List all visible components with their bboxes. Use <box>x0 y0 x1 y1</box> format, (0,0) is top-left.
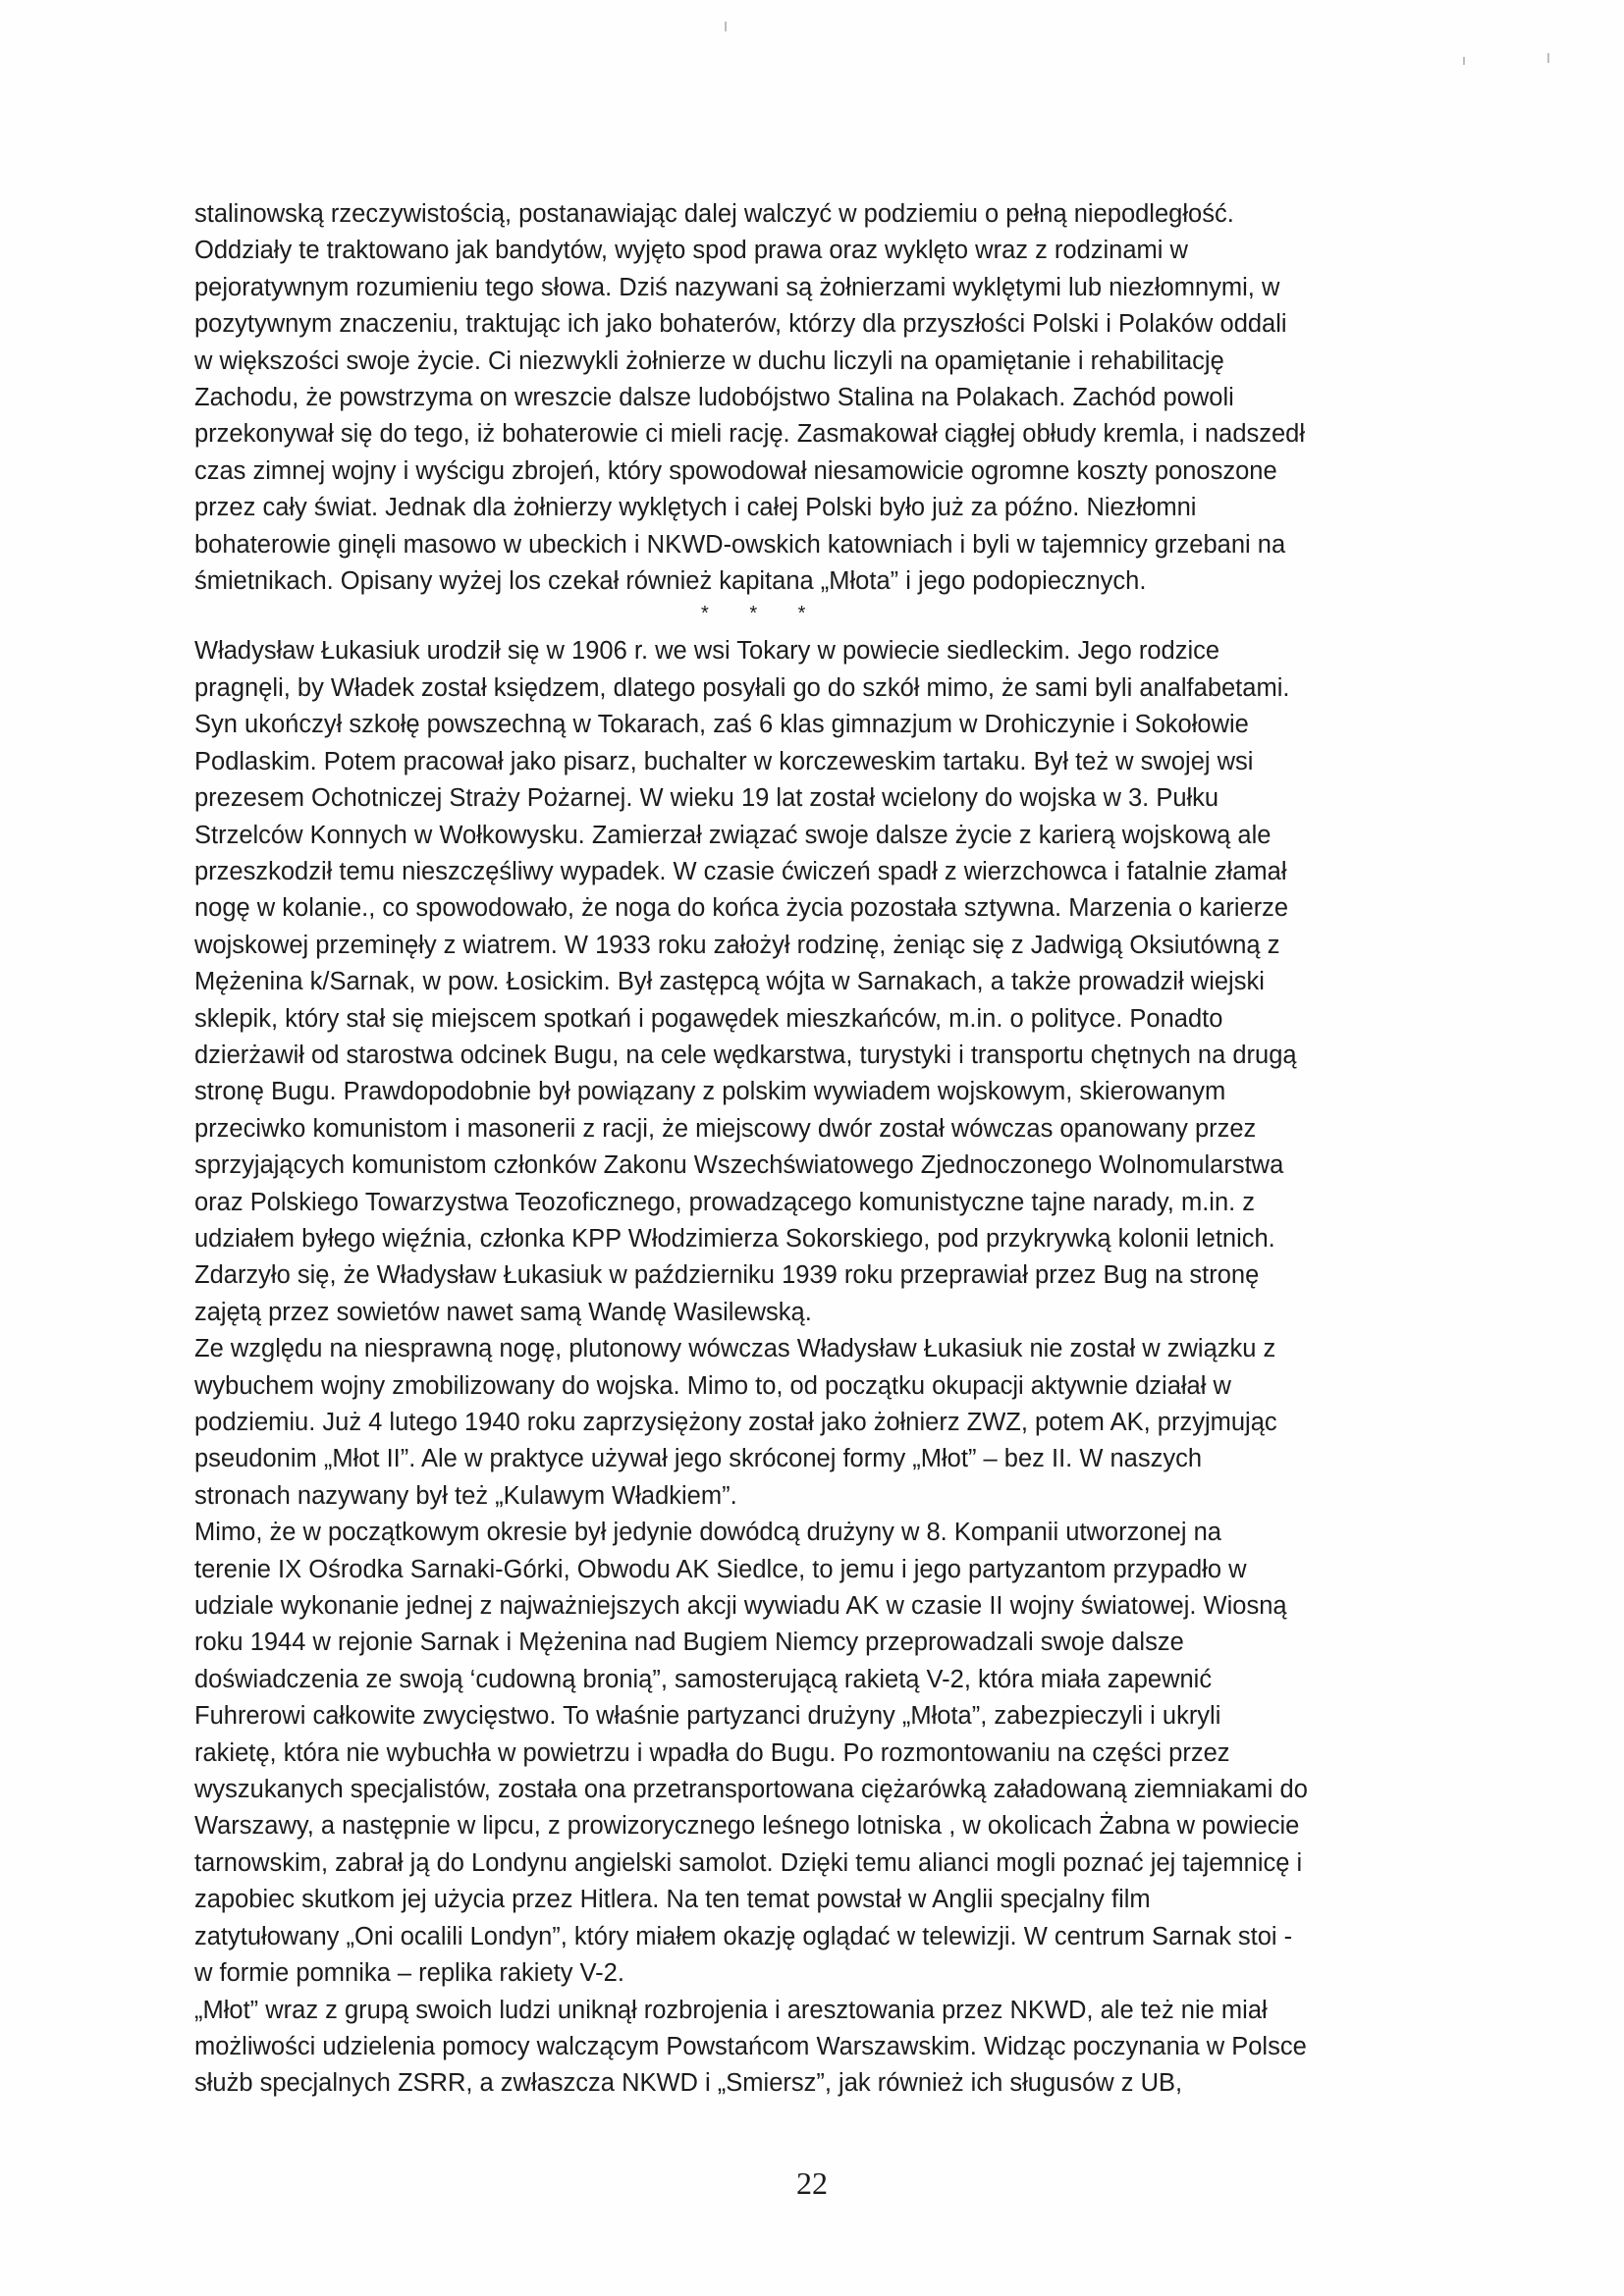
text-line: rakietę, która nie wybuchła w powietrzu i wpadła do Bugu. Po rozmontowaniu na części przez <box>194 1738 1230 1767</box>
paragraph-5 <box>194 1993 1434 2103</box>
text-line: dzierżawił od starostwa odcinek Bugu, na cele wędkarstwa, turystyki i transportu chętnych na drugą <box>194 1041 1297 1069</box>
text-line: Zdarzyło się, że Władysław Łukasiuk w październiku 1939 roku przeprawiał przez Bug na stronę <box>194 1261 1260 1290</box>
text-line: podziemiu. Już 4 lutego 1940 roku zaprzysiężony został jako żołnierz ZWZ, potem AK, przyjmując <box>194 1409 1277 1436</box>
text-line: Warszawy, a następnie w lipcu, z prowizorycznego leśnego lotniska , w okolicach Żabna w powiecie <box>194 1812 1300 1841</box>
text-line: sklepik, który stał się miejscem spotkań i pogawędek mieszkańców, m.in. o polityce. Ponadto <box>194 1004 1223 1033</box>
scan-mark-right-1 <box>1463 57 1465 65</box>
text-line: pseudonim „Młot II”. Ale w praktyce używał jego skróconej formy „Młot” – bez II. W naszych <box>194 1445 1203 1473</box>
text-line: przez cały świat. Jednak dla żołnierzy wyklętych i całej Polski było już za późno. Niezłomni <box>194 494 1197 522</box>
text-line: pragnęli, by Władek został księdzem, dlatego posyłali go do szkół mimo, że sami byli analfabetami. <box>194 673 1290 702</box>
text-line: Syn ukończył szkołę powszechną w Tokarach, zaś 6 klas gimnazjum w Drohiczynie i Sokołowie <box>194 711 1249 739</box>
text-line: przekonywał się do tego, iż bohaterowie ci mieli rację. Zasmakował ciągłej obłudy kremla, i nadszedł <box>194 420 1306 449</box>
text-line: Mężenina k/Sarnak, w pow. Łosickim. Był zastępcą wójta w Sarnakach, a także prowadził wiejski <box>194 968 1265 996</box>
section-separator: * * * <box>701 603 824 625</box>
text-line: pozytywnym znaczeniu, traktując ich jako bohaterów, którzy dla przyszłości Polski i Polaków oddali <box>194 310 1287 339</box>
paragraph-3 <box>194 1331 1434 1515</box>
text-line: Strzelców Konnych w Wołkowysku. Zamierzał związać swoje dalsze życie z karierą wojskową ale <box>194 821 1272 849</box>
text-line: Oddziały te traktowano jak bandytów, wyjęto spod prawa oraz wyklęto wraz z rodzinami w <box>194 237 1188 265</box>
text-line: wojskowej przeminęły z wiatrem. W 1933 roku założył rodzinę, żeniąc się z Jadwigą Oksiutówną z <box>194 931 1280 959</box>
text-line: śmietnikach. Opisany wyżej los czekał również kapitana „Młota” i jego podopiecznych. <box>194 567 1147 596</box>
text-line: w większości swoje życie. Ci niezwykli żołnierze w duchu liczyli na opamiętanie i rehabilitację <box>194 347 1224 375</box>
text-line: sprzyjających komunistom członków Zakonu Wszechświatowego Zjednoczonego Wolnomularstwa <box>194 1151 1284 1180</box>
text-line: możliwości udzielenia pomocy walczącym Powstańcom Warszawskim. Widząc poczynania w Polsce <box>194 2032 1307 2060</box>
text-line: Ze względu na niesprawną nogę, plutonowy wówczas Władysław Łukasiuk nie został w związku z <box>194 1335 1276 1363</box>
text-line: roku 1944 w rejonie Sarnak i Mężenina nad Bugiem Niemcy przeprowadzali swoje dalsze <box>194 1629 1184 1657</box>
scan-mark-right-2 <box>1547 53 1549 63</box>
text-line: tarnowskim, zabrał ją do Londynu angielski samolot. Dzięki temu alianci mogli poznać jej tajemnicę i <box>194 1848 1303 1877</box>
text-line: przeszkodził temu nieszczęśliwy wypadek. W czasie ćwiczeń spadł z wierzchowca i fatalnie złamał <box>194 857 1287 885</box>
scan-mark-top <box>725 22 727 31</box>
text-line: prezesem Ochotniczej Straży Pożarnej. W wieku 19 lat został wcielony do wojska w 3. Pułku <box>194 784 1219 813</box>
body-text <box>194 196 1434 2103</box>
text-line: stronach nazywany był też „Kulawym Władkiem”. <box>194 1481 737 1510</box>
text-line: stronę Bugu. Prawdopodobnie był powiązany z polskim wywiadem wojskowym, skierowanym <box>194 1078 1226 1106</box>
text-line: Mimo, że w początkowym okresie był jedynie dowódcą drużyny w 8. Kompanii utworzonej na <box>194 1519 1221 1547</box>
text-line: Fuhrerowi całkowite zwycięstwo. To właśnie partyzanci drużyny „Młota”, zabezpieczyli i ukryli <box>194 1702 1221 1731</box>
text-line: służb specjalnych ZSRR, a zwłaszcza NKWD i „Smiersz”, jak również ich sługusów z UB, <box>194 2069 1183 2098</box>
text-line: udziale wykonanie jednej z najważniejszych akcji wywiadu AK w czasie II wojny światowej. Wiosną <box>194 1592 1287 1621</box>
text-line: wybuchem wojny zmobilizowany do wojska. Mimo to, od początku okupacji aktywnie działał w <box>194 1371 1231 1400</box>
text-line: zajętą przez sowietów nawet samą Wandę Wasilewską. <box>194 1298 812 1326</box>
text-line: Podlaskim. Potem pracował jako pisarz, buchalter w korczeweskim tartaku. Był też w swojej wsi <box>194 747 1254 775</box>
text-line: doświadczenia ze swoją ‘cudowną bronią”, samosterującą rakietą V-2, która miała zapewnić <box>194 1665 1213 1693</box>
paragraph-2 <box>194 633 1434 1331</box>
text-line: terenie IX Ośrodka Sarnaki-Górki, Obwodu AK Siedlce, to jemu i jego partyzantom przypadło w <box>194 1555 1247 1583</box>
text-line: stalinowską rzeczywistością, postanawiając dalej walczyć w podziemiu o pełną niepodległość. <box>194 200 1234 228</box>
text-line: udziałem byłego więźnia, członka KPP Włodzimierza Sokorskiego, pod przykrywką kolonii letnich. <box>194 1224 1275 1253</box>
text-line: przeciwko komunistom i masonerii z racji, że miejscowy dwór został wówczas opanowany przez <box>194 1114 1257 1143</box>
text-line: w formie pomnika – replika rakiety V-2. <box>194 1959 624 1988</box>
text-line: nogę w kolanie., co spowodowało, że noga do końca życia pozostała sztywna. Marzenia o karierze <box>194 894 1289 923</box>
text-line: oraz Polskiego Towarzystwa Teozoficznego, prowadzącego komunistyczne tajne narady, m.in. z <box>194 1188 1256 1216</box>
text-line: Władysław Łukasiuk urodził się w 1906 r. we wsi Tokary w powiecie siedleckim. Jego rodzice <box>194 637 1220 666</box>
text-line: „Młot” wraz z grupą swoich ludzi uniknął rozbrojenia i aresztowania przez NKWD, ale też nie miał <box>194 1996 1268 2024</box>
text-line: zapobiec skutkom jej użycia przez Hitlera. Na ten temat powstał w Anglii specjalny film <box>194 1886 1151 1914</box>
page-number: 22 <box>796 2165 828 2201</box>
paragraph-1 <box>194 196 1434 600</box>
text-line: zatytułowany „Oni ocalili Londyn”, który miałem okazję oglądać w telewizji. W centrum Sarnak stoi - <box>194 1922 1293 1950</box>
paragraph-4 <box>194 1515 1434 1992</box>
text-line: czas zimnej wojny i wyścigu zbrojeń, który spowodował niesamowicie ogromne koszty ponoszone <box>194 456 1277 485</box>
text-line: wyszukanych specjalistów, została ona przetransportowana ciężarówką załadowaną ziemniakami do <box>194 1776 1308 1804</box>
text-line: pejoratywnym rozumieniu tego słowa. Dziś nazywani są żołnierzami wyklętymi lub niezłomnymi, w <box>194 273 1280 301</box>
text-line: bohaterowie ginęli masowo w ubeckich i NKWD-owskich katowniach i byli w tajemnicy grzebani na <box>194 530 1286 559</box>
text-line: Zachodu, że powstrzyma on wreszcie dalsze ludobójstwo Stalina na Polakach. Zachód powoli <box>194 384 1234 412</box>
